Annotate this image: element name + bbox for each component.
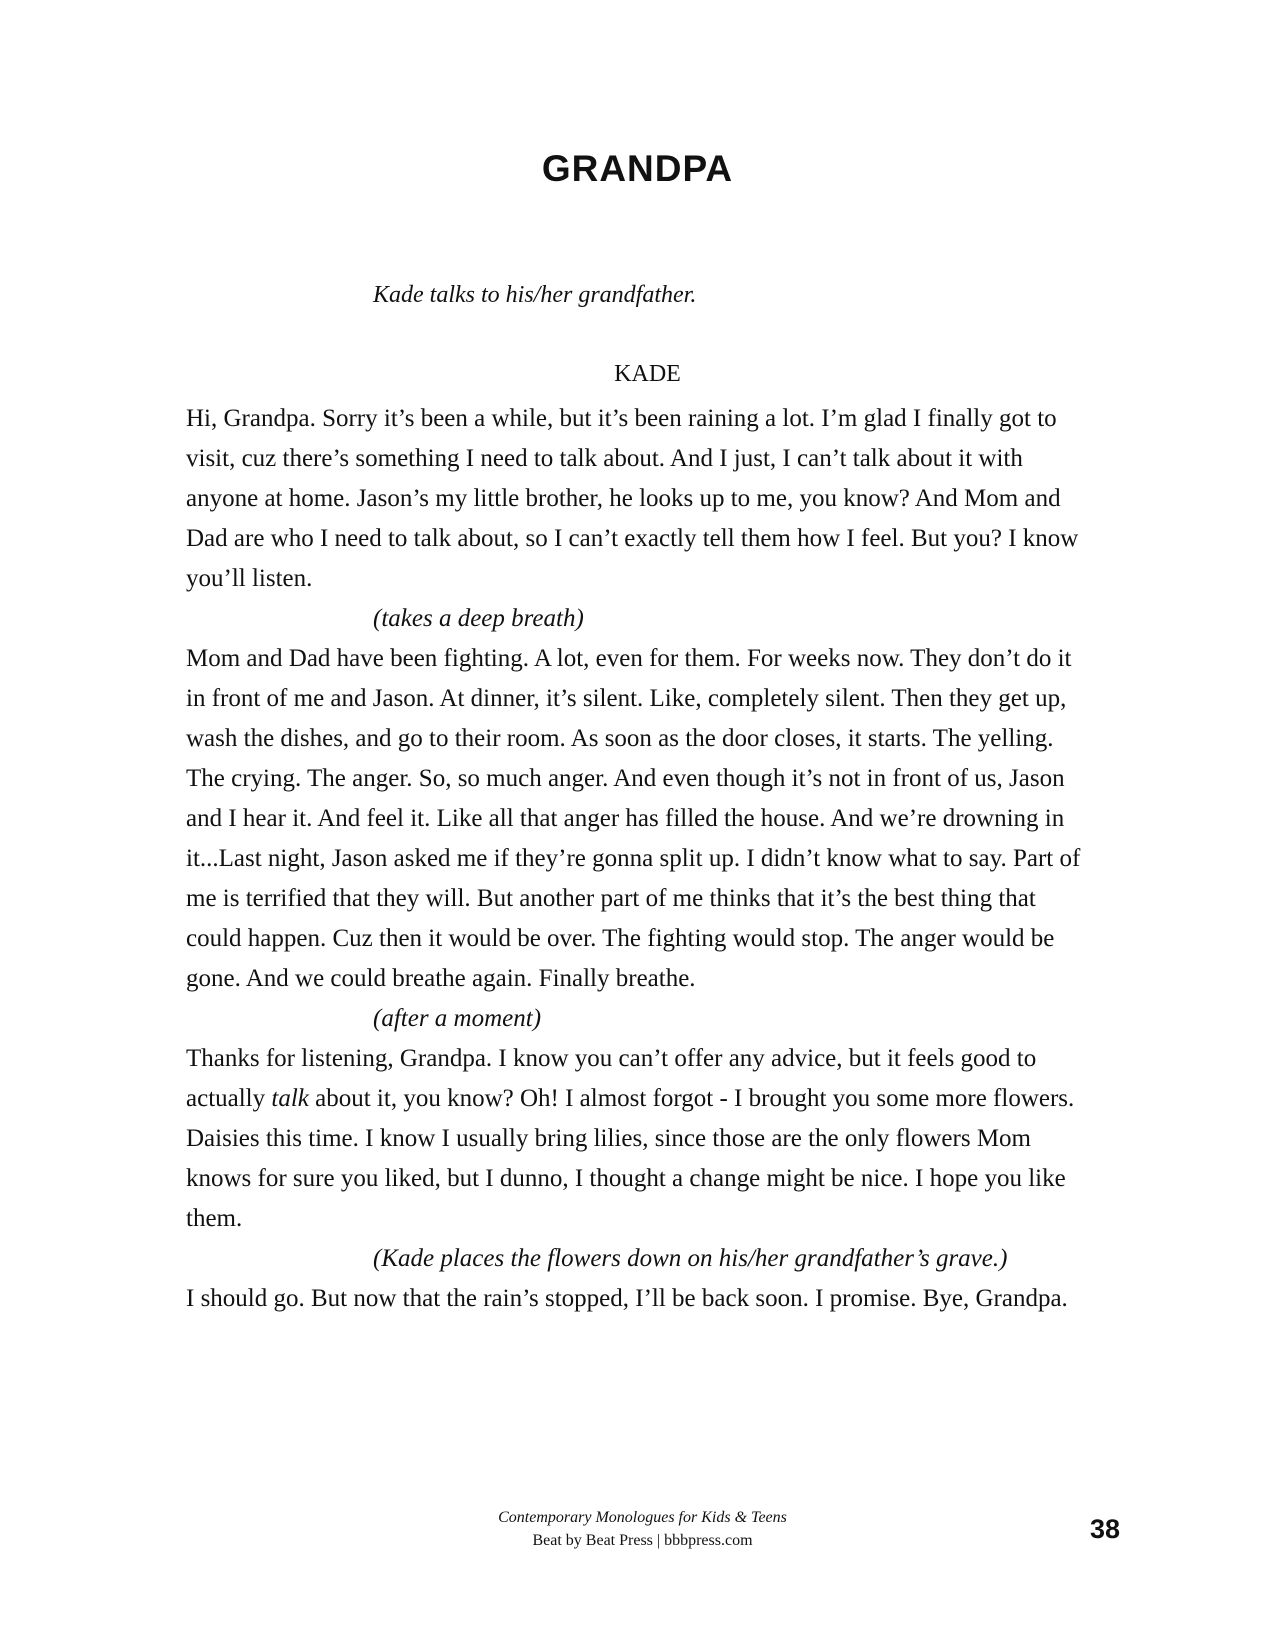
publisher-name: Beat by Beat Press [532, 1532, 653, 1549]
publisher-line [10, 1529, 1275, 1552]
page-title: GRANDPA [541, 148, 734, 189]
character-name: KADE [614, 361, 681, 387]
dialogue-paragraph: Hi, Grandpa. Sorry it’s been a while, but it’s been raining a lot. I’m glad I finally got to visit, cuz there’s something I need to talk about. And I just, I can’t talk about it with anyone at home. Jason’s my little brother, he looks up to me, you know? And Mom and Dad are who I need to talk about, so I can’t exactly tell them how I feel. But you? I know you’ll listen. [186, 405, 1079, 592]
dialogue-text: about it, you know? Oh! I almost forgot - I brought you some more flowers. Daisies this time. I know I usually bring lilies, since those are the only flowers Mom knows for sure you liked, but I dunno, I thought a change might be nice. I hope you like them. [186, 1085, 1075, 1232]
monologue-body [186, 399, 1086, 1319]
book-title: Contemporary Monologues for Kids & Teens [498, 1509, 787, 1526]
stage-direction: (after a moment) [373, 1005, 542, 1032]
page-footer [0, 1506, 1275, 1552]
dialogue-paragraph: Mom and Dad have been fighting. A lot, even for them. For weeks now. They don’t do it in front of me and Jason. At dinner, it’s silent. Like, completely silent. Then they get up, wash the dishes, and go to their room. As soon as the door closes, it starts. The yelling. The crying. The anger. So, so much anger. And even though it’s not in front of us, Jason and I hear it. And feel it. Like all that anger has filled the house. And we’re drowning in it...Last night, Jason asked me if they’re gonna split up. I didn’t know what to say. Part of me is terrified that they will. But another part of me thinks that it’s the best thing that could happen. Cuz then it would be over. The fighting would stop. The anger would be gone. And we could breathe again. Finally breathe. [186, 645, 1081, 992]
dialogue-paragraph [186, 1039, 1086, 1239]
dialogue-paragraph: I should go. But now that the rain’s stopped, I’ll be back soon. I promise. Bye, Grandpa. [186, 1285, 1068, 1312]
emphasized-word: talk [271, 1085, 309, 1112]
stage-direction: (Kade places the flowers down on his/her grandfather’s grave.) [373, 1245, 1008, 1272]
page-number: 38 [1090, 1514, 1121, 1544]
dialogue-text: Thanks for listening, Grandpa. I know you can’t offer any advice, but it feels good to actually [186, 1045, 1037, 1112]
footer-separator: | [656, 1532, 661, 1549]
stage-direction: (takes a deep breath) [373, 605, 584, 632]
publisher-website: bbbpress.com [664, 1532, 753, 1549]
scene-setting: Kade talks to his/her grandfather. [373, 282, 697, 308]
